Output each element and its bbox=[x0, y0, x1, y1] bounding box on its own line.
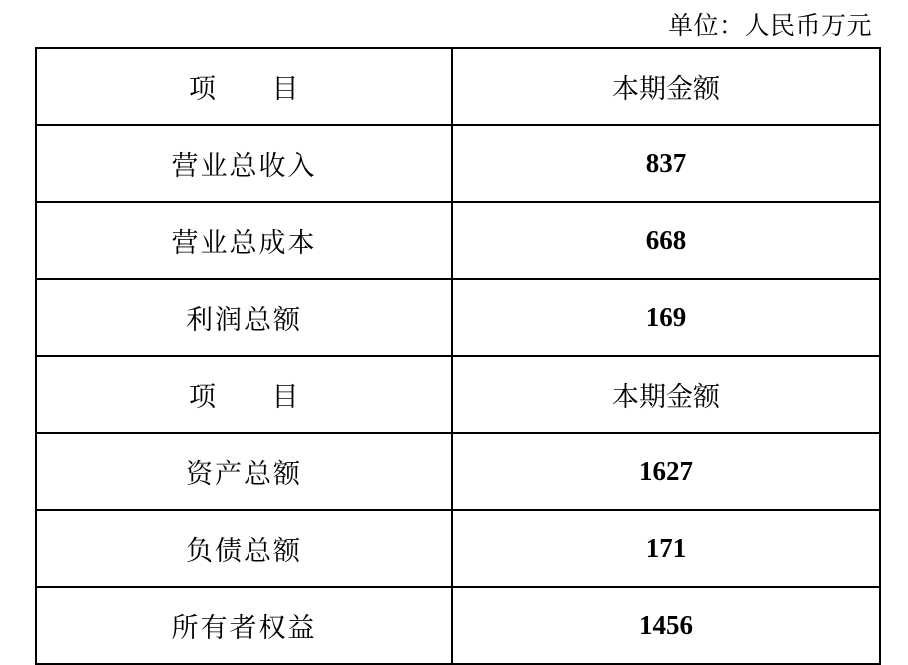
header-cell-amount-secondary: 本期金额 bbox=[452, 356, 880, 433]
row-label-total-liabilities: 负债总额 bbox=[36, 510, 452, 587]
table-row bbox=[36, 279, 880, 356]
row-value-total-assets: 1627 bbox=[452, 433, 880, 510]
row-label-total-profit: 利润总额 bbox=[36, 279, 452, 356]
row-value-operating-revenue: 837 bbox=[452, 125, 880, 202]
row-label-operating-cost: 营业总成本 bbox=[36, 202, 452, 279]
row-value-owners-equity: 1456 bbox=[452, 587, 880, 664]
row-value-total-liabilities: 171 bbox=[452, 510, 880, 587]
table-header-row-secondary bbox=[36, 356, 880, 433]
financial-summary-table bbox=[35, 47, 881, 665]
unit-note: 单位：人民币万元 bbox=[667, 13, 872, 40]
table-row bbox=[36, 125, 880, 202]
row-label-owners-equity: 所有者权益 bbox=[36, 587, 452, 664]
table-row bbox=[36, 510, 880, 587]
table-row bbox=[36, 587, 880, 664]
header-cell-item: 项 目 bbox=[36, 48, 452, 125]
row-value-total-profit: 169 bbox=[452, 279, 880, 356]
header-cell-item-secondary: 项 目 bbox=[36, 356, 452, 433]
table-row bbox=[36, 202, 880, 279]
header-cell-amount: 本期金额 bbox=[452, 48, 880, 125]
table-header-row bbox=[36, 48, 880, 125]
table-row bbox=[36, 433, 880, 510]
row-label-total-assets: 资产总额 bbox=[36, 433, 452, 510]
row-value-operating-cost: 668 bbox=[452, 202, 880, 279]
row-label-operating-revenue: 营业总收入 bbox=[36, 125, 452, 202]
